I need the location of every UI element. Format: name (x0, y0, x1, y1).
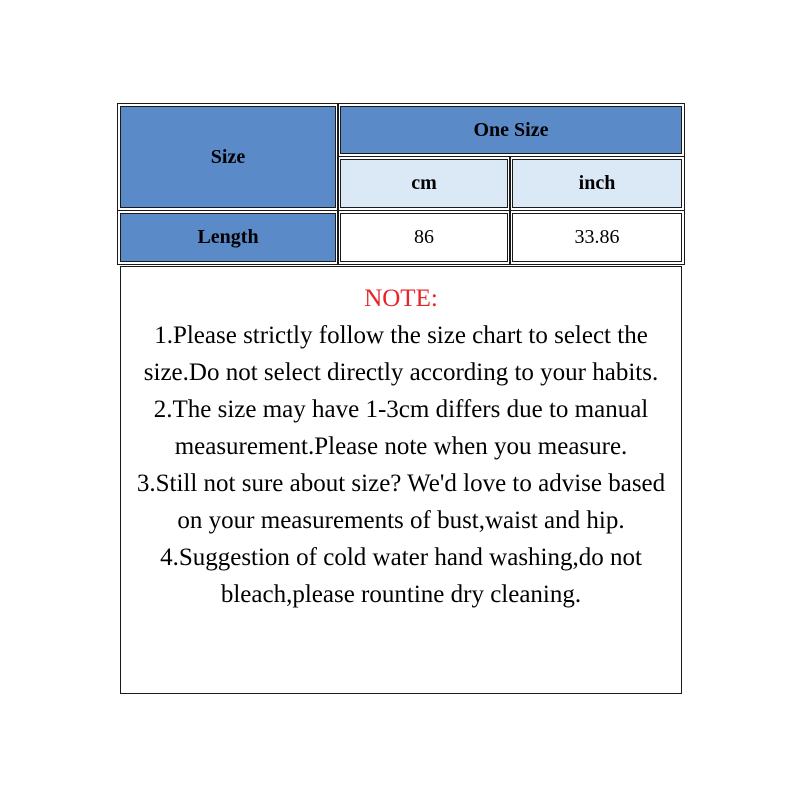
length-row-label-cell (120, 213, 336, 262)
note-item-1: 1.Please strictly follow the size chart to select the size.Do not select directly according to your habits. (143, 322, 659, 386)
size-header-cell (120, 106, 336, 208)
note-item-2: 2.The size may have 1-3cm differs due to manual measurement.Please note when you measure. (153, 396, 649, 460)
size-header-label: Size (210, 145, 246, 168)
unit-inch-label: inch (578, 172, 616, 194)
length-cm-value: 86 (414, 226, 434, 248)
note-item-4: 4.Suggestion of cold water hand washing,do not bleach,please rountine dry cleaning. (160, 544, 642, 608)
unit-inch-cell (512, 159, 682, 208)
length-cm-value-cell (340, 213, 508, 262)
note-box (120, 266, 682, 694)
note-item-3: 3.Still not sure about size? We'd love to advise based on your measurements of bust,waist and hip. (136, 470, 666, 534)
one-size-header-cell (340, 106, 682, 154)
length-inch-value: 33.86 (574, 226, 620, 248)
length-row-label: Length (197, 226, 259, 248)
unit-cm-label: cm (411, 172, 437, 194)
one-size-header-label: One Size (473, 118, 549, 141)
note-title: NOTE: (364, 285, 438, 312)
length-inch-value-cell (512, 213, 682, 262)
unit-cm-cell (340, 159, 508, 208)
